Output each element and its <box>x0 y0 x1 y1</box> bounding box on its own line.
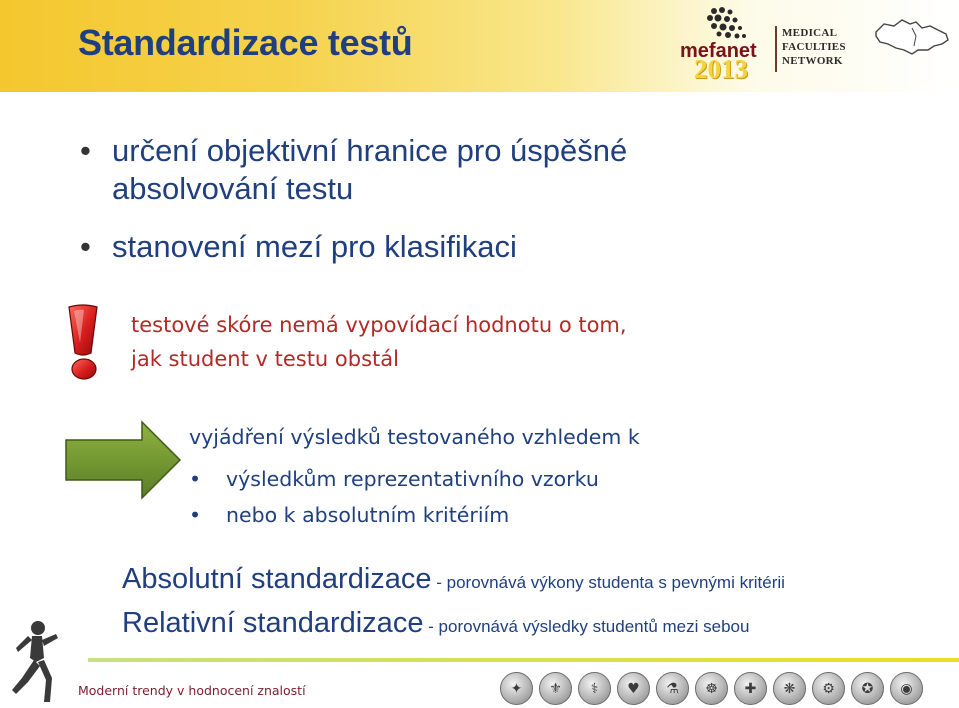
list-item: • výsledkům reprezentativního vzorku <box>189 461 599 497</box>
arrow-right-icon <box>64 420 182 500</box>
warning-text <box>131 308 627 376</box>
faculty-seal-icon: ⚕ <box>578 672 611 705</box>
footer-text: Moderní trendy v hodnocení znalostí <box>78 683 306 698</box>
network-line-3: NETWORK <box>782 55 843 67</box>
conclusion-text: vyjádření výsledků testovaného vzhledem k <box>189 425 640 449</box>
faculty-seal-icon: ♥ <box>617 672 650 705</box>
definition-term: Absolutní standardizace <box>122 563 432 595</box>
definition-row <box>122 560 785 604</box>
definition-desc: - porovnává výkony studenta s pevnými kritérii <box>431 573 785 592</box>
slide-title: Standardizace testů <box>78 22 413 63</box>
faculty-seal-icon: ◉ <box>890 672 923 705</box>
network-line-1: MEDICAL <box>782 27 838 39</box>
logo-divider <box>775 26 777 72</box>
faculty-seal-icon: ⚗ <box>656 672 689 705</box>
faculty-seal-icon: ☸ <box>695 672 728 705</box>
bullet-text: určení objektivní hranice pro úspěšné absolvování testu <box>112 133 628 206</box>
network-line-2: FACULTIES <box>782 41 846 53</box>
network-text <box>782 26 846 68</box>
main-bullet-list <box>80 132 752 266</box>
definition-term: Relativní standardizace <box>122 607 424 639</box>
warning-line-2: jak student v testu obstál <box>131 347 399 371</box>
bullet-item <box>80 228 752 266</box>
mefanet-year: 2013 <box>694 54 748 84</box>
definition-row <box>122 604 785 648</box>
exclamation-icon <box>62 303 104 383</box>
conclusion-list <box>189 461 599 533</box>
faculty-logos <box>500 672 923 706</box>
bullet-item <box>80 132 752 208</box>
faculty-seal-icon: ⚙ <box>812 672 845 705</box>
runner-icon <box>8 618 62 706</box>
warning-line-1: testové skóre nemá vypovídací hodnotu o tom, <box>131 313 627 337</box>
bullet-text: stanovení mezí pro klasifikaci <box>112 229 517 264</box>
faculty-seal-icon: ❋ <box>773 672 806 705</box>
faculty-seal-icon: ✚ <box>734 672 767 705</box>
definition-desc: - porovnává výsledky studentů mezi sebou <box>423 617 750 636</box>
list-item: • nebo k absolutním kritériím <box>189 497 599 533</box>
faculty-seal-icon: ⚜ <box>539 672 572 705</box>
czech-slovak-map-icon <box>872 16 952 60</box>
mefanet-wordmark: mefanet <box>680 40 757 62</box>
faculty-seal-icon: ✪ <box>851 672 884 705</box>
definitions <box>122 560 785 648</box>
mefanet-logo <box>678 6 856 82</box>
footer-divider <box>88 658 959 662</box>
faculty-seal-icon: ✦ <box>500 672 533 705</box>
